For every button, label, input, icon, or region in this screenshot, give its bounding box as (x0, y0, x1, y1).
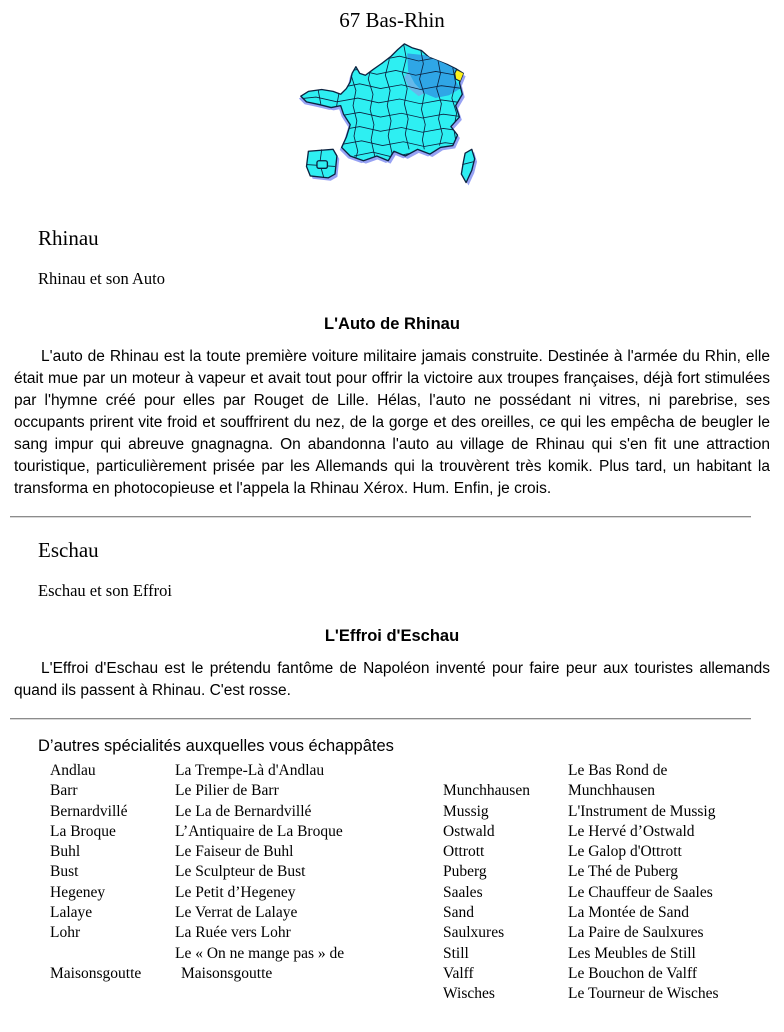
table-row (443, 984, 754, 1004)
place-cell: Wisches (443, 985, 495, 1003)
table-row (50, 761, 393, 781)
table-row (50, 822, 393, 842)
table-row (443, 842, 754, 862)
article-body: L'auto de Rhinau est la toute première voiture militaire jamais construite. Destinée à l'armée du Rhin, elle était mue par un moteur à vapeur et avait tout pour offrir la victoire aux troupes françaises, déjà fort stimulées par l'hymne créé pour elles par Rouget de Lille. Hélas, l'auto ne possédant ni vitres, ni parebrise, ses occupants prirent vite froid et souffrirent du nez, de la gorge et des oreilles, ce qui les empêcha de beugler le sang impur qui abreuve gnagnagna. On abandonna l'auto au village de Rhinau qui s'en fit une attraction touristique, particulièrement prisée par les Allemands qui la trouvèrent très komik. Plus tard, un habitant la transforma en photocopieuse et l'appela la Rhinau Xérox. Hum. Enfin, je crois. (14, 348, 770, 497)
place-cell: Sand (443, 904, 474, 922)
france-departments-map (297, 41, 487, 200)
place-cell: Barr (50, 782, 78, 800)
place-cell: Saales (443, 883, 483, 901)
section-heading: Eschau (38, 538, 99, 562)
section-heading: Rhinau (38, 226, 99, 250)
article-body: L'Effroi d'Eschau est le prétendu fantôme de Napoléon inventé pour faire peur aux touristes allemands quand ils passent à Rhinau. C'est rosse. (14, 660, 770, 699)
table-row (50, 944, 393, 985)
place-cell: Buhl (50, 843, 81, 861)
place-cell: Bust (50, 863, 79, 881)
specialties-heading: D’autres spécialités auxquelles vous échappâtes (38, 737, 394, 755)
specialties-table-left (50, 761, 393, 984)
table-row (443, 923, 754, 943)
place-cell: Hegeney (50, 883, 106, 901)
place-cell: Still (443, 944, 469, 962)
specialty-cell: Le Galop d'Ottrott (568, 843, 682, 861)
place-cell: Lohr (50, 924, 81, 942)
section-divider (10, 516, 751, 518)
specialty-cell: La Paire de Saulxures (568, 924, 704, 942)
specialty-cell: L’Antiquaire de La Broque (175, 822, 343, 840)
table-row (443, 822, 754, 842)
place-cell: Mussig (443, 802, 489, 820)
specialty-cell: La Montée de Sand (568, 904, 689, 922)
specialty-cell: Le Thé de Puberg (568, 863, 679, 881)
specialty-cell: Le Tourneur de Wisches (568, 985, 719, 1003)
table-row (443, 862, 754, 882)
specialty-cell: Le Hervé d’Ostwald (568, 822, 695, 840)
place-cell: Andlau (50, 762, 96, 779)
specialty-cell: Le Petit d’Hegeney (175, 883, 296, 901)
article-title: L'Effroi d'Eschau (324, 627, 460, 645)
place-cell: La Broque (50, 822, 116, 840)
page-title: 67 Bas-Rhin (339, 8, 445, 32)
section-subheading: Rhinau et son Auto (38, 269, 165, 288)
specialty-cell: Le Pilier de Barr (175, 782, 279, 800)
table-row (50, 923, 393, 943)
section-eschau (0, 538, 784, 702)
table-row (50, 883, 393, 903)
place-cell: Valff (443, 964, 474, 982)
table-row (443, 802, 754, 822)
place-cell: Lalaye (50, 904, 93, 922)
specialties-section (0, 737, 784, 1005)
table-row (443, 883, 754, 903)
place-cell: Bernardvillé (50, 802, 128, 820)
table-row (50, 903, 393, 923)
table-row (50, 781, 393, 801)
table-row (443, 944, 754, 964)
specialty-cell: Le Verrat de Lalaye (175, 904, 298, 922)
section-subheading: Eschau et son Effroi (38, 581, 172, 600)
specialty-cell: Le Faiseur de Buhl (175, 843, 294, 861)
map-corsica (461, 149, 474, 182)
specialty-cell: Le Sculpteur de Bust (175, 863, 306, 881)
place-cell: Maisonsgoutte (50, 964, 142, 982)
table-row (50, 802, 393, 822)
article-title: L'Auto de Rhinau (324, 315, 460, 333)
section-divider (10, 718, 751, 720)
specialty-cell: La Ruée vers Lohr (175, 924, 291, 942)
place-cell: Ottrott (443, 843, 485, 861)
place-cell: Puberg (443, 863, 487, 881)
place-cell: Munchhausen (443, 782, 530, 800)
specialties-table-right (443, 761, 754, 1005)
table-row (50, 842, 393, 862)
section-rhinau (0, 226, 784, 500)
specialty-cell: Le Bouchon de Valff (568, 964, 697, 982)
specialty-cell: Le « On ne mange pas » de Maisonsgoutte (175, 944, 345, 982)
place-cell: Saulxures (443, 924, 505, 942)
specialty-cell: Le Chauffeur de Saales (568, 883, 713, 901)
specialties-columns (50, 761, 784, 1005)
specialty-cell: Le La de Bernardvillé (175, 802, 312, 820)
table-row (443, 903, 754, 923)
specialty-cell: Les Meubles de Still (568, 944, 696, 962)
place-cell: Ostwald (443, 822, 495, 840)
specialty-cell: Le Bas Rond de Munchhausen (568, 762, 668, 800)
map-inset (307, 149, 337, 178)
table-row (50, 862, 393, 882)
specialty-cell: La Trempe-Là d'Andlau (175, 762, 325, 779)
table-row (443, 761, 754, 802)
specialty-cell: L'Instrument de Mussig (568, 802, 716, 820)
table-row (443, 964, 754, 984)
